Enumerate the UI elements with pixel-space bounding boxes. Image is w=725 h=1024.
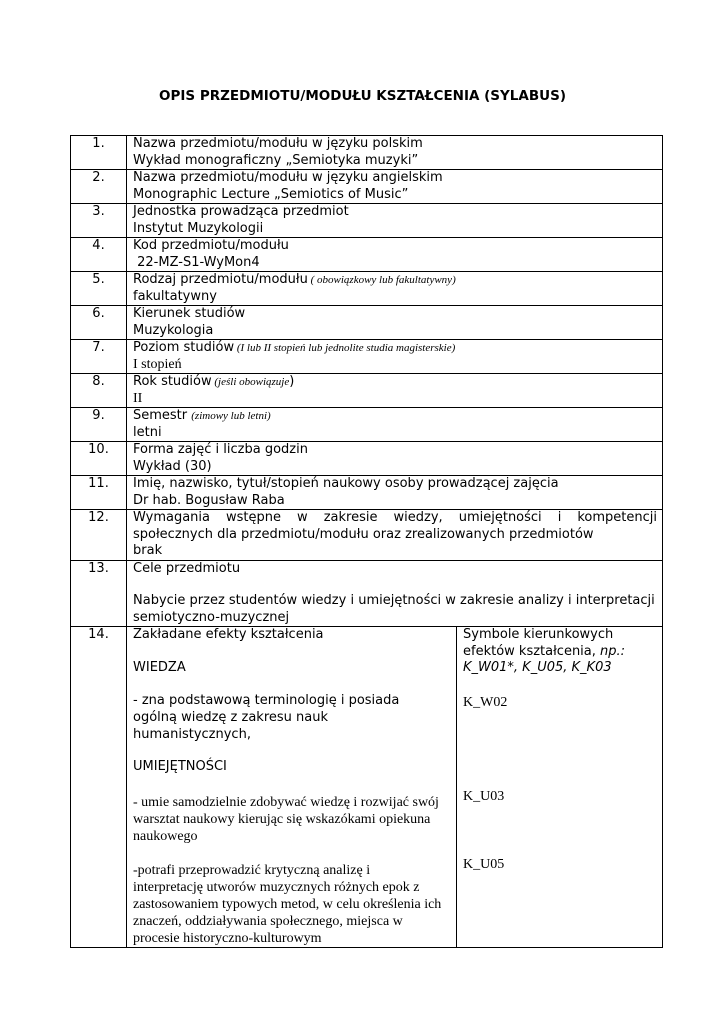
row-value: 22-MZ-S1-WyMon4 (133, 254, 260, 270)
row-value: II (133, 390, 143, 406)
row-value: brak (133, 543, 163, 558)
symbols-example: np.: K_W01*, K_U05, K_K03 (463, 643, 626, 675)
learning-outcomes-cell (127, 627, 457, 948)
row-number: 2. (71, 170, 127, 204)
row-value: Nabycie przez studentów wiedzy i umiejętności w zakresie analizy i interpretacji semiotyczno-muzycznej (133, 593, 655, 625)
row-number: 10. (71, 442, 127, 476)
table-row (71, 340, 663, 374)
row-label-line (133, 340, 662, 357)
spacer (133, 743, 442, 759)
table-row (71, 272, 663, 306)
row-content (127, 374, 663, 408)
table-row (71, 442, 663, 476)
spacer (133, 776, 442, 794)
row-number: 4. (71, 238, 127, 272)
row-number: 6. (71, 306, 127, 340)
table-row (71, 306, 663, 340)
row-content (127, 238, 663, 272)
spacer (463, 805, 662, 856)
table-row (71, 627, 663, 948)
table-row (71, 170, 663, 204)
row-content (127, 136, 663, 170)
row-label: Nazwa przedmiotu/modułu w języku angielskim (133, 170, 443, 185)
row-content (127, 272, 663, 306)
symbols-label: Symbole kierunkowych efektów kształcenia, (463, 627, 614, 659)
row-label: Wymagania wstępne w zakresie wiedzy, umiejętności i kompetencji społecznych dla przedmiotu/modułu oraz zrealizowanych przedmiotów (133, 510, 658, 542)
row-label-line (133, 374, 662, 391)
outcome-symbol: K_W02 (463, 694, 508, 710)
row-value: Wykład (30) (133, 458, 212, 474)
row-note: (zimowy lub letni) (191, 410, 271, 422)
row-note: (jeśli obowiązuje (211, 376, 290, 388)
row-value: Dr hab. Bogusław Raba (133, 492, 285, 508)
row-number: 13. (71, 560, 127, 627)
row-value: Muzykologia (133, 322, 214, 338)
skills-heading: UMIEJĘTNOŚCI (133, 759, 227, 774)
row-content (127, 340, 663, 374)
row-content (127, 408, 663, 442)
row-number: 14. (71, 627, 127, 948)
row-number: 12. (71, 510, 127, 561)
row-note: (I lub II stopień lub jednolite studia magisterskie) (234, 342, 456, 354)
spacer (133, 845, 442, 862)
row-label: Rodzaj przedmiotu/modułu (133, 272, 308, 287)
table-row (71, 374, 663, 408)
row-content (127, 306, 663, 340)
row-number: 5. (71, 272, 127, 306)
row-label: Imię, nazwisko, tytuł/stopień naukowy osoby prowadzącej zajęcia (133, 476, 559, 491)
spacer (133, 577, 662, 593)
row-number: 11. (71, 476, 127, 510)
row-label: Rok studiów (133, 374, 212, 389)
outcome-symbol: K_U05 (463, 856, 505, 872)
document-title: OPIS PRZEDMIOTU/MODUŁU KSZTAŁCENIA (SYLABUS) (159, 88, 566, 104)
row-label-tail: ) (289, 374, 295, 389)
row-content (127, 204, 663, 238)
row-label: Kierunek studiów (133, 306, 246, 321)
row-label: Zakładane efekty kształcenia (133, 627, 324, 642)
row-label: Kod przedmiotu/modułu (133, 238, 289, 253)
row-number: 9. (71, 408, 127, 442)
spacer (463, 677, 662, 694)
table-row (71, 510, 663, 561)
outcome-symbols-cell (457, 627, 663, 948)
row-value: letni (133, 424, 162, 440)
outcome-symbol: K_U03 (463, 788, 505, 804)
row-label: Forma zajęć i liczba godzin (133, 442, 308, 457)
row-label-line (133, 408, 662, 425)
symbols-label-line (463, 627, 662, 677)
row-note: ( obowiązkowy lub fakultatywny) (307, 274, 456, 286)
knowledge-heading: WIEDZA (133, 659, 186, 675)
table-row (71, 408, 663, 442)
row-label: Semestr (133, 408, 192, 423)
row-content (127, 560, 663, 627)
syllabus-table (70, 135, 663, 948)
skills-item: - umie samodzielnie zdobywać wiedzę i rozwijać swój warsztat naukowy kierując się wskazókami opiekuna naukowego (133, 794, 439, 844)
table-row (71, 204, 663, 238)
row-content (127, 510, 663, 561)
row-value: Instytut Muzykologii (133, 220, 264, 236)
row-value: fakultatywny (133, 288, 217, 304)
row-content (127, 442, 663, 476)
spacer (463, 711, 662, 788)
spacer (133, 676, 442, 692)
row-number: 3. (71, 204, 127, 238)
row-value: Monographic Lecture „Semiotics of Music” (133, 186, 409, 202)
table-row (71, 476, 663, 510)
row-label: Nazwa przedmiotu/modułu w języku polskim (133, 136, 423, 151)
row-value: Wykład monograficzny „Semiotyka muzyki” (133, 152, 419, 168)
table-row (71, 238, 663, 272)
row-number: 7. (71, 340, 127, 374)
row-value: I stopień (133, 356, 182, 372)
row-label: Poziom studiów (133, 340, 235, 355)
row-number: 8. (71, 374, 127, 408)
skills-item: -potrafi przeprowadzić krytyczną analizę i interpretację utworów muzycznych różnych epok z zastosowaniem typowych metod, w celu określenia ich znaczeń, oddziaływania społecznego, miejsca w procesie historyczno-kulturowym (133, 862, 442, 946)
table-row (71, 560, 663, 627)
knowledge-item: - zna podstawową terminologię i posiada ogólną wiedzę z zakresu nauk humanistycznych, (133, 693, 400, 742)
row-label: Jednostka prowadząca przedmiot (133, 204, 349, 219)
spacer (133, 644, 442, 660)
row-label-line (133, 272, 662, 289)
row-content (127, 476, 663, 510)
row-number: 1. (71, 136, 127, 170)
row-label: Cele przedmiotu (133, 560, 241, 576)
row-content (127, 170, 663, 204)
table-row (71, 136, 663, 170)
